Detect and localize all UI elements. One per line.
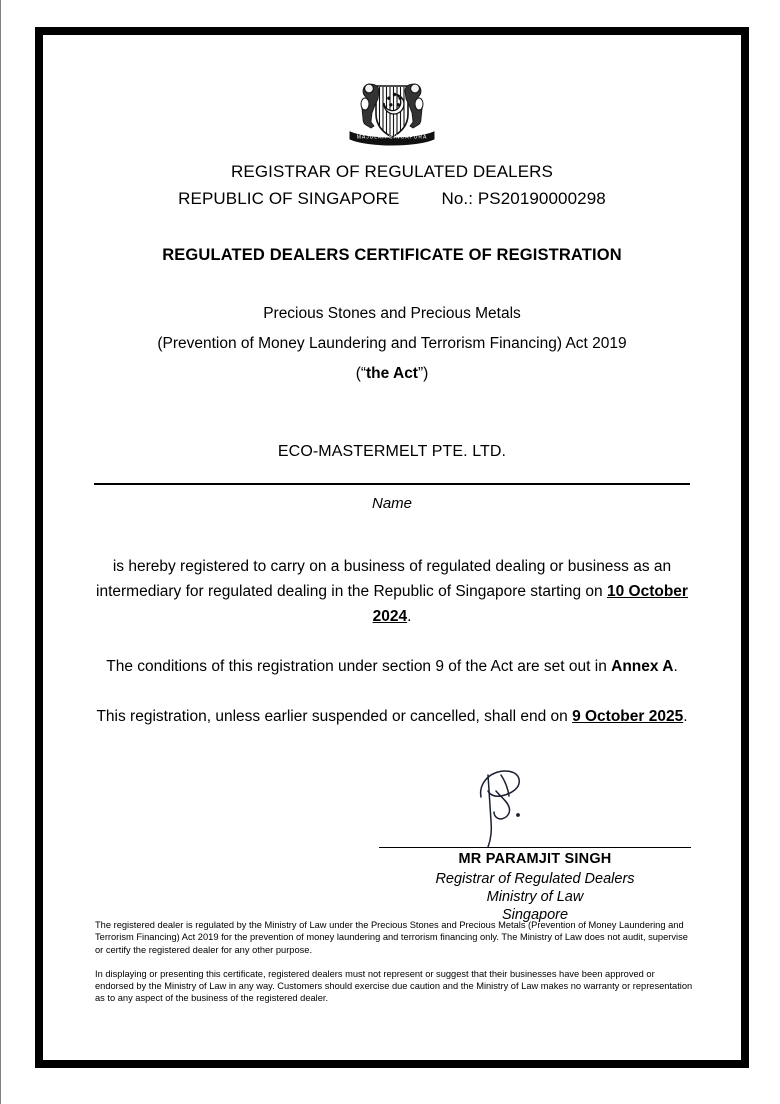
act-quote-close: ”) bbox=[417, 365, 429, 382]
republic-heading: REPUBLIC OF SINGAPORE bbox=[178, 189, 400, 208]
handwritten-signature-icon bbox=[455, 763, 555, 849]
signatory-name: MR PARAMJIT SINGH bbox=[458, 851, 612, 867]
para2-suffix: . bbox=[673, 658, 678, 675]
registration-start-date: 10 October 2024 bbox=[372, 583, 688, 625]
para3-suffix: . bbox=[683, 708, 688, 725]
signatory-details bbox=[379, 870, 691, 924]
act-quote-open: (“ bbox=[355, 365, 367, 382]
para1-suffix: . bbox=[407, 608, 412, 625]
signatory-country: Singapore bbox=[501, 907, 569, 923]
name-field-rule bbox=[94, 483, 690, 485]
registration-end-paragraph bbox=[94, 704, 690, 729]
conditions-paragraph bbox=[94, 654, 690, 679]
act-quote-bold: the Act bbox=[366, 365, 418, 382]
certificate-content bbox=[43, 35, 741, 1060]
svg-text:MAJULAH SINGAPURA: MAJULAH SINGAPURA bbox=[356, 134, 428, 141]
signature-block bbox=[43, 763, 741, 923]
signatory-title: Registrar of Regulated Dealers bbox=[435, 871, 635, 887]
disclaimer-paragraph-1: The registered dealer is regulated by the Ministry of Law under the Precious Stones and Precious Metals (Prevention of Money Laundering and Terrorism Financing) Act 2019 for the prevention of money laundering and terrorism financing only. The Ministry of Law does not audit, supervise or certify the registered dealer for any other purpose. bbox=[95, 920, 688, 955]
emblem-container bbox=[43, 35, 741, 151]
act-short-name bbox=[43, 359, 741, 389]
certificate-number: No.: PS20190000298 bbox=[441, 189, 606, 208]
registration-end-date: 9 October 2025 bbox=[572, 708, 684, 725]
act-reference-block bbox=[43, 299, 741, 389]
annex-reference: Annex A bbox=[611, 658, 674, 675]
registrar-heading: REGISTRAR OF REGULATED DEALERS bbox=[231, 162, 553, 181]
singapore-coat-of-arms-icon bbox=[340, 70, 444, 146]
act-line-1: Precious Stones and Precious Metals bbox=[263, 305, 521, 322]
signatory-ministry: Ministry of Law bbox=[486, 889, 584, 905]
disclaimer-block bbox=[95, 919, 695, 1005]
registration-start-paragraph bbox=[94, 554, 690, 629]
para3-prefix: This registration, unless earlier suspended or cancelled, shall end on bbox=[96, 708, 573, 725]
para2-prefix: The conditions of this registration under section 9 of the Act are set out in bbox=[106, 658, 612, 675]
company-name-value: ECO-MASTERMELT PTE. LTD. bbox=[277, 443, 507, 460]
signature-rule bbox=[379, 847, 691, 848]
republic-and-number-row bbox=[43, 186, 741, 212]
name-field-caption: Name bbox=[371, 495, 412, 512]
certificate-body bbox=[43, 554, 741, 729]
registrant-block bbox=[43, 441, 741, 512]
para1-prefix: is hereby registered to carry on a business of regulated dealing or business as an intermediary for regulated dealing in the Republic of Singapore starting on bbox=[96, 558, 672, 600]
certificate-border-frame bbox=[35, 27, 749, 1068]
page-title: REGULATED DEALERS CERTIFICATE OF REGISTRATION bbox=[162, 246, 622, 264]
disclaimer-paragraph-2: In displaying or presenting this certificate, registered dealers must not represent or suggest that their businesses have been approved or endorsed by the Ministry of Law in any way. Customers should exercise due caution and the Ministry of Law makes no warranty or representation as to any aspect of the business of the registered dealer. bbox=[95, 968, 693, 1004]
act-line-2: (Prevention of Money Laundering and Terrorism Financing) Act 2019 bbox=[157, 335, 627, 352]
